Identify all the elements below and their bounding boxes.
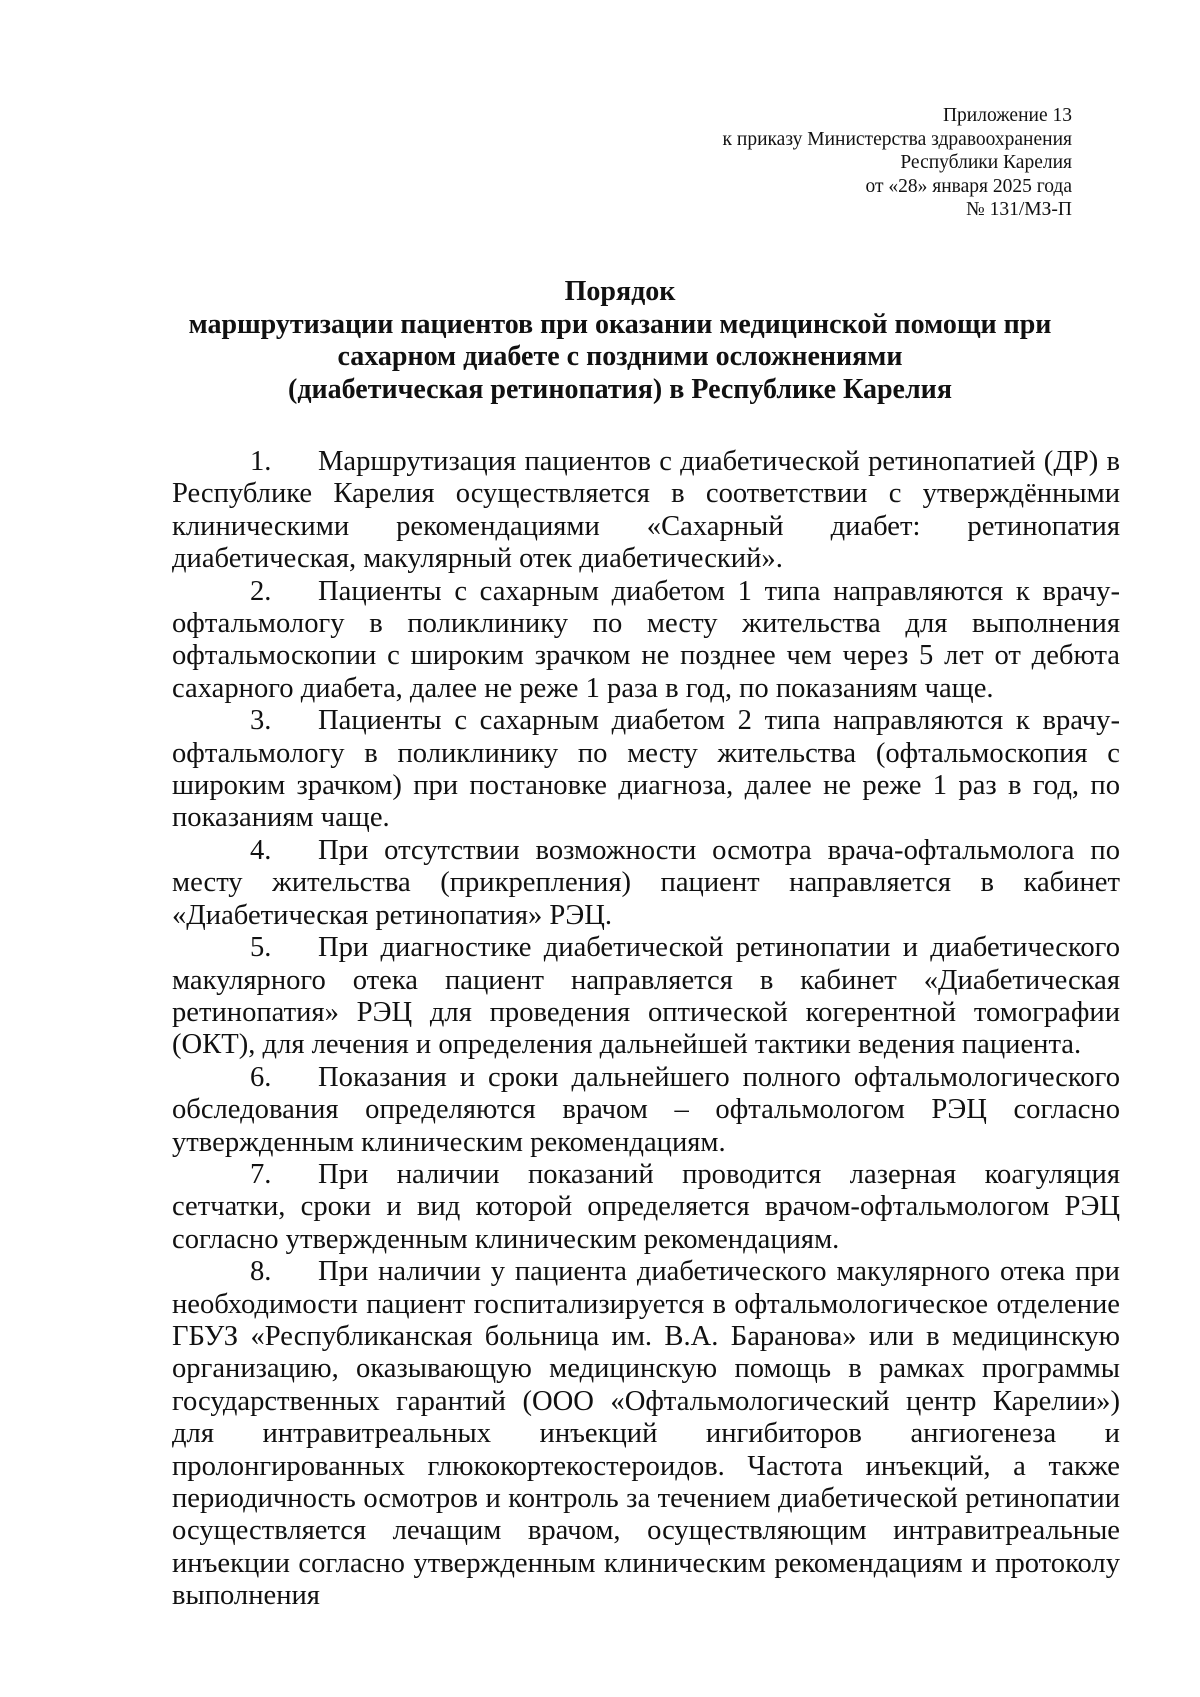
paragraph-number: 8. [250, 1256, 272, 1288]
order-number: № 131/МЗ-П [966, 199, 1072, 220]
order-date: от «28» января 2025 года [865, 175, 1072, 197]
title-line: (диабетическая ретинопатия) в Республике Карелия [288, 373, 952, 405]
paragraph-number: 7. [250, 1158, 272, 1190]
document-body [172, 446, 1120, 1613]
title-line: маршрутизации пациентов при оказании медицинской помощи при [188, 308, 1052, 340]
paragraph-number: 4. [250, 834, 272, 866]
paragraph-number: 1. [250, 446, 272, 477]
paragraph-number: 6. [250, 1061, 272, 1093]
paragraph-5 [172, 932, 1120, 1062]
title-line: сахарном диабете с поздними осложнениями [337, 341, 903, 372]
paragraph-text: Пациенты с сахарным диабетом 2 типа направляются к врачу-офтальмологу в поликлинику по месту жительства (офтальмоскопия с широким зрачком) при постановке диагноза, далее не реже 1 раз в год, по показаниям чаще. [172, 705, 1120, 834]
republic-name: Республики Карелия [900, 152, 1072, 173]
paragraph-text: Показания и сроки дальнейшего полного офтальмологического обследования определяются врачом – офтальмологом РЭЦ согласно утвержденным клиническим рекомендациям. [172, 1061, 1120, 1158]
appendix-header [612, 104, 1072, 222]
paragraph-3 [172, 705, 1120, 835]
paragraph-text: При наличии показаний проводится лазерная коагуляция сетчатки, сроки и вид которой определяется врачом-офтальмологом РЭЦ согласно утвержденным клиническим рекомендациям. [172, 1158, 1120, 1255]
title-line: Порядок [564, 276, 676, 307]
paragraph-text: При отсутствии возможности осмотра врача-офтальмолога по месту жительства (прикрепления) пациент направляется в кабинет «Диабетическая ретинопатия» РЭЦ. [172, 834, 1120, 931]
paragraph-1 [172, 446, 1120, 576]
paragraph-6 [172, 1062, 1120, 1159]
paragraph-8 [172, 1256, 1120, 1612]
document-title [172, 276, 1068, 406]
paragraph-number: 5. [250, 932, 272, 964]
paragraph-2 [172, 576, 1120, 706]
paragraph-4 [172, 835, 1120, 932]
paragraph-7 [172, 1159, 1120, 1256]
appendix-number: Приложение 13 [942, 105, 1072, 126]
paragraph-text: При диагностике диабетической ретинопатии и диабетического макулярного отека пациент направляется в кабинет «Диабетическая ретинопатия» РЭЦ для проведения оптической когерентной томографии (ОКТ), для лечения и определения дальнейшей тактики ведения пациента. [172, 932, 1120, 1061]
order-reference: к приказу Министерства здравоохранения [722, 128, 1072, 150]
paragraph-text: При наличии у пациента диабетического макулярного отека при необходимости пациент госпитализируется в офтальмологическое отделение ГБУЗ «Республиканская больница им. В.А. Баранова» или в медицинскую организацию, оказывающую медицинскую помощь в рамках программы государственных гарантий (ООО «Офтальмологический центр Карелии») для интравитреальных инъекций ингибиторов ангиогенеза и пролонгированных глюкокортекостероидов. Частота инъекций, а также периодичность осмотров и контроль за течением диабетической ретинопатии осуществляется лечащим врачом, осуществляющим интравитреальные инъекции согласно утвержденным клиническим рекомендациям и протоколу выполнения [172, 1256, 1120, 1612]
paragraph-text: Маршрутизация пациентов с диабетической ретинопатией (ДР) в Республике Карелия осуществляется в соответствии с утверждёнными клиническими рекомендациями «Сахарный диабет: ретинопатия диабетическая, макулярный отек диабетический». [172, 446, 1120, 575]
paragraph-number: 2. [250, 575, 272, 607]
paragraph-text: Пациенты с сахарным диабетом 1 типа направляются к врачу-офтальмологу в поликлинику по месту жительства для выполнения офтальмоскопии с широким зрачком не позднее чем через 5 лет от дебюта сахарного диабета, далее не реже 1 раза в год, по показаниям чаще. [172, 575, 1120, 704]
paragraph-number: 3. [250, 705, 272, 737]
